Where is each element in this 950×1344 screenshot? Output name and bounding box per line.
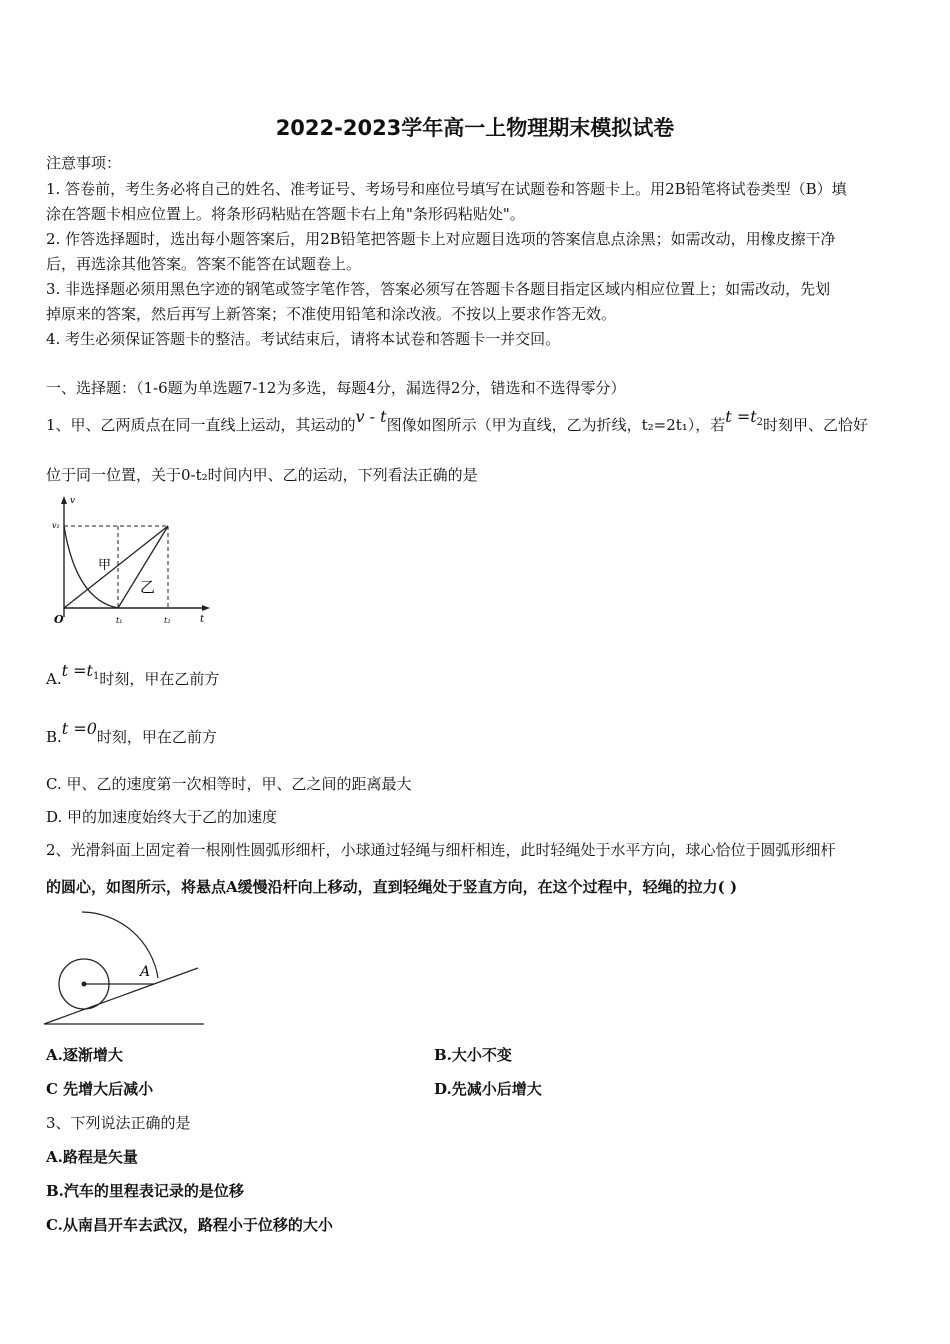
- notice-line: 掉原来的答案，然后再写上新答案；不准使用铅笔和涂改液。不按以上要求作答无效。: [46, 305, 617, 323]
- notice-line: 3. 非选择题必须用黑色字迹的钢笔或签字笔作答，答案必须写在答题卡各题目指定区域内相应位置上；如需改动，先划: [46, 280, 831, 298]
- q2-option-c: C 先增大后减小: [46, 1080, 154, 1098]
- x-tick-t2: t₂: [164, 616, 171, 625]
- math-text: t =t: [725, 407, 757, 426]
- q1-vt-graph: [48, 492, 218, 630]
- q1-text: 1、甲、乙两质点在同一直线上运动，其运动的: [46, 416, 356, 434]
- q1-option-d: D. 甲的加速度始终大于乙的加速度: [46, 808, 278, 826]
- q1-option-c: C. 甲、乙的速度第一次相等时，甲、乙之间的距离最大: [46, 775, 412, 793]
- q1-math-t2: [725, 407, 763, 426]
- label-yi: 乙: [140, 578, 156, 596]
- q1-math-vt: v - t: [355, 407, 387, 426]
- math-text: t =t: [61, 661, 93, 680]
- q1-text: 图像如图所示（甲为直线，乙为折线，t₂=2t₁），若: [386, 416, 726, 434]
- q3-stem: 3、下列说法正确的是: [46, 1114, 191, 1132]
- q2-stem-line1: 2、光滑斜面上固定着一根刚性圆弧形细杆，小球通过轻绳与细杆相连，此时轻绳处于水平方向，球心恰位于圆弧形细杆: [46, 841, 836, 859]
- q1-optB-math: t =0: [61, 719, 97, 738]
- q1-option-a: [46, 661, 220, 690]
- q1-stem-line2: 位于同一位置，关于0-t₂时间内甲、乙的运动，下列看法正确的是: [46, 466, 478, 484]
- label-jia: 甲: [98, 558, 112, 573]
- q2-option-a: A.逐渐增大: [46, 1046, 123, 1064]
- exam-title: 2022-2023学年高一上物理期末模拟试卷: [275, 116, 675, 140]
- math-sub: 1: [92, 671, 100, 682]
- option-text: 时刻，甲在乙前方: [99, 670, 220, 688]
- y-axis-label: v: [70, 496, 76, 506]
- option-prefix: A.: [46, 670, 62, 688]
- q2-option-b: B.大小不变: [434, 1046, 512, 1064]
- option-prefix: B.: [46, 728, 62, 746]
- incline-line: [44, 968, 198, 1024]
- point-a-label: A: [140, 964, 151, 980]
- math-sub: 2: [756, 417, 764, 428]
- y-tick-label: v₁: [52, 521, 60, 530]
- q2-stem-line2: 的圆心，如图所示，将悬点A缓慢沿杆向上移动，直到轻绳处于竖直方向，在这个过程中，轻绳的拉力( ): [46, 878, 738, 896]
- q1-text: 时刻甲、乙恰好: [763, 416, 869, 434]
- option-text: 时刻，甲在乙前方: [96, 728, 217, 746]
- x-axis-arrow: [202, 605, 210, 611]
- notice-line: 后，再选涂其他答案。答案不能答在试题卷上。: [46, 255, 362, 273]
- notice-heading: 注意事项：: [46, 154, 122, 172]
- x-axis-label: t: [200, 614, 205, 625]
- q1-option-b: [46, 719, 217, 747]
- notice-line: 2. 作答选择题时，选出每小题答案后，用2B铅笔把答题卡上对应题目选项的答案信息点涂黑；如需改动，用橡皮擦干净: [46, 230, 836, 248]
- q2-incline-figure: [42, 906, 212, 1032]
- notice-line: 1. 答卷前，考生务必将自己的姓名、准考证号、考场号和座位号填写在试题卷和答题卡上。用2B铅笔将试卷类型（B）填: [46, 180, 847, 198]
- section-heading: 一、选择题：（1-6题为单选题7-12为多选，每题4分，漏选得2分，错选和不选得零分）: [46, 379, 626, 397]
- q3-option-c: C.从南昌开车去武汉，路程小于位移的大小: [46, 1216, 333, 1234]
- q3-option-a: A.路程是矢量: [46, 1148, 138, 1166]
- notice-line: 涂在答题卡相应位置上。将条形码粘贴在答题卡右上角"条形码粘贴处"。: [46, 205, 525, 223]
- q1-optA-math: [62, 661, 100, 680]
- q1-stem-line1: [46, 407, 869, 436]
- x-tick-t1: t₁: [116, 616, 123, 625]
- origin-label: O: [54, 613, 64, 626]
- q3-option-b: B.汽车的里程表记录的是位移: [46, 1182, 244, 1200]
- y-axis-arrow: [61, 496, 67, 504]
- notice-line: 4. 考生必须保证答题卡的整洁。考试结束后，请将本试卷和答题卡一并交回。: [46, 330, 561, 348]
- q2-option-d: D.先减小后增大: [434, 1080, 542, 1098]
